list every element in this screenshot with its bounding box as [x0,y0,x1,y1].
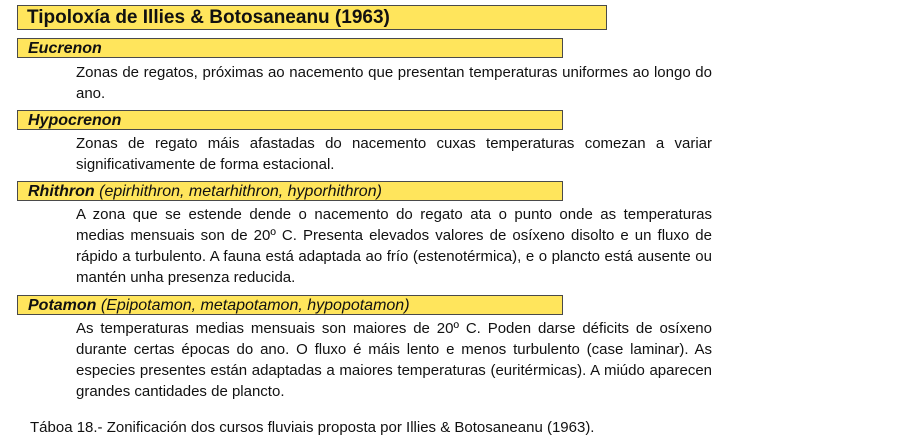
zone-header-hypocrenon [17,110,563,130]
table-title: Tipoloxía de Illies & Botosaneanu (1963) [17,5,607,30]
zone-subdivisions: (Epipotamon, metapotamon, hypopotamon) [100,297,410,314]
zone-subdivisions: (epirhithron, metarhithron, hyporhithron) [99,183,382,200]
zone-name: Hypocrenon [28,112,122,129]
zone-header-eucrenon [17,38,563,58]
zone-header-potamon [17,295,563,315]
zone-name: Eucrenon [28,40,102,57]
zone-description-eucrenon: Zonas de regatos, próximas ao nacemento que presentan temperaturas uniformes ao longo do ano. [76,64,712,102]
zone-name: Rhithron [28,183,95,200]
zone-description-rhithron: A zona que se estende dende o nacemento do regato ata o punto onde as temperaturas medias mensuais son de 20º C. Presenta elevados valores de osíxeno disolto e un fluxo de rápido a turbulento. A fauna está adaptada ao frío (estenotérmica), e o plancto está ausente ou mantén unha presenza reducida. [76,206,712,286]
zone-description-potamon: As temperaturas medias mensuais son maiores de 20º C. Poden darse déficits de osíxeno durante certas épocas do ano. O fluxo é máis lento e menos turbulento (case laminar). As especies presentes están adaptadas a maiores temperaturas (euritérmicas). A miúdo aparecen grandes cantidades de plancto. [76,320,712,400]
zone-header-rhithron [17,181,563,201]
table-caption: Táboa 18.- Zonificación dos cursos fluviais proposta por Illies & Botosaneanu (1963). [30,419,595,436]
zone-description-hypocrenon: Zonas de regato máis afastadas do nacemento cuxas temperaturas comezan a variar significativamente de forma estacional. [76,135,712,173]
zone-name: Potamon [28,297,97,314]
